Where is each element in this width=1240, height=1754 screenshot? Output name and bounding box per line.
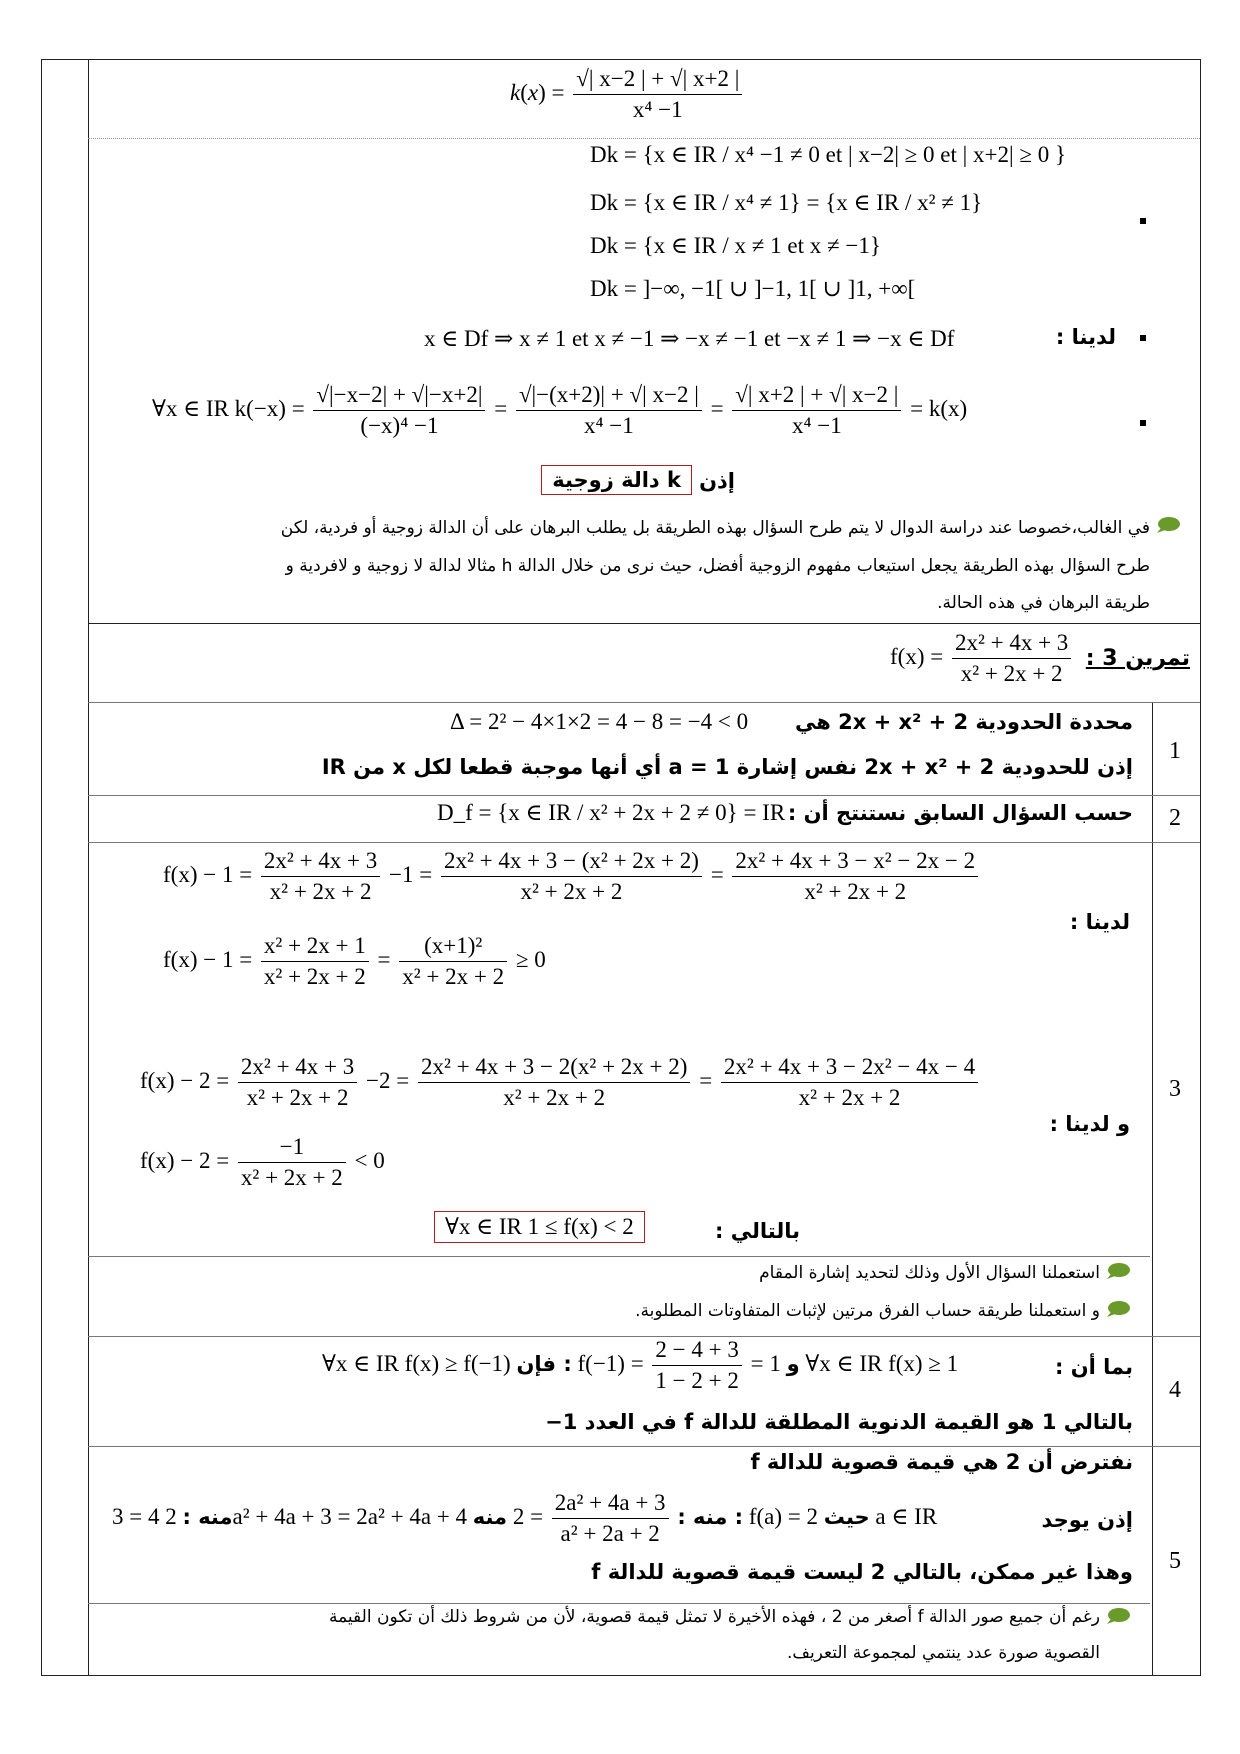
q3-l3-mid: −2 = [366, 1067, 410, 1093]
q3-waladayna: و لدينا : [1049, 1112, 1130, 1136]
exercise-title: تمرين 3 : [1085, 646, 1190, 671]
bullet-icon [1140, 335, 1146, 341]
speech-bubble-icon [1155, 516, 1181, 534]
q4-fain: فإن : [516, 1351, 572, 1376]
frac-den: x² + 2x + 2 [402, 964, 505, 989]
row-divider [88, 842, 1200, 843]
q3-l1-mid: −1 = [389, 861, 433, 887]
q5-m1: a ∈ IR [875, 1503, 938, 1529]
q3-note-2: و استعملنا طريقة حساب الفرق مرتين لإثبات المتفاوتات المطلوبة. [635, 1301, 1100, 1321]
q5-eq2: = 2 [512, 1503, 544, 1529]
q1-text-a: محددة الحدودية 2 + 2x + x² هي [795, 710, 1133, 734]
frac-den: x² + 2x + 2 [520, 879, 623, 904]
q5-minhu: منه : [472, 1504, 744, 1529]
q4-math-a: ∀x ∈ IR f(x) ≥ 1 [805, 1350, 959, 1376]
frac-num: x² + 2x + 1 [261, 931, 369, 962]
frac-num: 2 − 4 + 3 [652, 1335, 741, 1366]
even-frac2-num: √|−(x+2)| + √| x−2 | [516, 380, 702, 411]
q5-note-1: رغم أن جميع صور الدالة f أصغر من 2 ، فهذه الأخيرة لا تمثل قيمة قصوية، لأن من شروط ذلك أن تكون القيمة [328, 1607, 1100, 1627]
frac-num: 2x² + 4x + 3 − 2(x² + 2x + 2) [418, 1052, 690, 1083]
q2-text: حسب السؤال السابق نستنتج أن : [787, 801, 1133, 825]
question-number: 3 [1169, 1076, 1181, 1102]
ladayna-label: لدينا : [1055, 325, 1116, 349]
k-definition: k(x) = $\frac{√| x-2 | + √| x+2 |}{\text{x⁴ −1}}$ [510, 64, 745, 125]
domain-line-4: Dk = ]−∞, −1[ ∪ ]−1, 1[ ∪ ]1, +∞[ [590, 276, 916, 301]
q5-line-3: وهذا غير ممكن، بالتالي 2 ليست قيمة قصوية للدالة f [591, 1560, 1133, 1584]
q3-l4-lhs: f(x) − 2 = [140, 1147, 230, 1173]
question-number: 2 [1169, 805, 1181, 831]
speech-bubble-icon [1105, 1262, 1131, 1280]
q4-math-b: f(−1) = [577, 1350, 644, 1376]
frac-num: −1 [238, 1132, 346, 1163]
even-frac3-num: √| x+2 | + √| x−2 | [732, 380, 901, 411]
left-column-divider [88, 60, 89, 1675]
domain-line-3: Dk = {x ∈ IR / x ≠ 1 et x ≠ −1} [590, 233, 881, 258]
bullet-icon [1140, 420, 1146, 426]
frac-num: 2x² + 4x + 3 − x² − 2x − 2 [732, 846, 978, 877]
frac-den: x² + 2x + 2 [804, 879, 907, 904]
q3-result-box: ∀x ∈ IR 1 ≤ f(x) < 2 [434, 1211, 645, 1243]
f-definition [890, 628, 1074, 689]
frac-den: x² + 2x + 2 [503, 1085, 606, 1110]
q3-l4-end: < 0 [354, 1147, 385, 1173]
frac-num: 2a² + 4a + 3 [552, 1488, 669, 1519]
q3-line-1: f(x) − 1 = $\frac{\text{2x² + 4x + 3}}{\text{x² + 2x + 2}}$ −1 = $\frac{\text{2x² + 4x + 3 − (x² + 2x + 2)}}{\text{x² + 2x + 2}}$ = $\frac{\text{2x² + 4x + 3 − x² − 2x − 2}}{\text{x² + 2x + 2}}$ [163, 846, 981, 907]
frac-den: a² + 2a + 2 [560, 1521, 660, 1546]
q4-math-c: ∀x ∈ IR f(x) ≥ f(−1) [322, 1350, 511, 1376]
q3-line-3: f(x) − 2 = $\frac{\text{2x² + 4x + 3}}{\text{x² + 2x + 2}}$ −2 = $\frac{\text{2x² + 4x + 3 − 2(x² + 2x + 2)}}{\text{x² + 2x + 2}}$ = $\frac{\text{2x² + 4x + 3 − 2x² − 4x − 4}}{\text{x² + 2x + 2}}$ [140, 1052, 981, 1113]
symmetry-line: x ∈ Df ⇒ x ≠ 1 et x ≠ −1 ⇒ −x ≠ −1 et −x ≠ 1 ⇒ −x ∈ Df [424, 326, 955, 351]
q3-bittali: بالتالي : [715, 1219, 800, 1243]
bullet-icon [1140, 218, 1146, 224]
even-frac1-den: (−x)⁴ −1 [360, 413, 439, 438]
q2-domain: D_f = {x ∈ IR / x² + 2x + 2 ≠ 0} = IR [437, 800, 786, 825]
q3-l1-lhs: f(x) − 1 = [163, 861, 253, 887]
frac-num: 2x² + 4x + 3 [238, 1052, 357, 1083]
row-divider [88, 702, 1200, 703]
section-divider [88, 623, 1200, 624]
q5-idhan: إذن يوجد [1041, 1508, 1133, 1532]
question-number: 1 [1169, 738, 1181, 764]
f-numerator: 2x² + 4x + 3 [952, 628, 1071, 659]
even-frac2-den: x⁴ −1 [584, 413, 634, 438]
f-lhs: f(x) = [890, 643, 944, 669]
even-prefix: ∀x ∈ IR k(−x) = [152, 395, 305, 421]
even-function-box: k دالة زوجية [541, 465, 692, 495]
q4-wa: و [786, 1351, 800, 1376]
speech-bubble-icon [1105, 1300, 1131, 1318]
q1-text-b: إذن للحدودية 2 + 2x + x² نفس إشارة 1 = a أي أنها موجبة قطعا لكل x من IR [321, 755, 1133, 779]
frac-num: (x+1)² [399, 931, 507, 962]
q3-l2-lhs: f(x) − 1 = [163, 946, 253, 972]
frac-num: 2x² + 4x + 3 − 2x² − 4x − 4 [721, 1052, 978, 1083]
conclusion-label: إذن [699, 469, 735, 493]
question-number: 5 [1169, 1548, 1181, 1574]
q5-note-2: القصوية صورة عدد ينتمي لمجموعة التعريف. [786, 1643, 1100, 1663]
q3-l3-lhs: f(x) − 2 = [140, 1067, 230, 1093]
q4-bima: بما أن : [1055, 1355, 1133, 1379]
q4-eq1: = 1 [750, 1350, 781, 1376]
frac-num: 2x² + 4x + 3 − (x² + 2x + 2) [441, 846, 702, 877]
frac-den: 1 − 2 + 2 [655, 1368, 739, 1393]
frac-den: x² + 2x + 2 [263, 964, 366, 989]
q5-m4: 3 = 4 [112, 1503, 160, 1529]
q4-statement [322, 1335, 958, 1396]
note-line-2: طرح السؤال بهذه الطريقة يجعل استيعاب مفهوم الزوجية أفضل، حيث نرى من خلال الدالة h مثالا لدالة لا زوجية و لافردية و [285, 556, 1150, 576]
domain-line-1: Dk = {x ∈ IR / x⁴ −1 ≠ 0 et | x−2| ≥ 0 et | x+2| ≥ 0 } [590, 142, 1066, 167]
q5-m2: f(a) = 2 [748, 1503, 818, 1529]
question-number: 4 [1169, 1377, 1181, 1403]
note-line-1: في الغالب،خصوصا عند دراسة الدوال لا يتم طرح السؤال بهذه الطريقة بل يطلب البرهان على أن الدالة زوجية أو فردية، لكن [280, 518, 1150, 538]
q5-m3: 2a² + 4a + 3 = 2a² + 4a + 4 [165, 1503, 467, 1529]
q3-note-1: استعملنا السؤال الأول وذلك لتحديد إشارة المقام [759, 1263, 1100, 1283]
q5-hayth: حيث [823, 1504, 870, 1529]
frac-den: x² + 2x + 2 [246, 1085, 349, 1110]
even-frac3-den: x⁴ −1 [791, 413, 842, 438]
speech-bubble-icon [1105, 1607, 1131, 1625]
k-denominator: x⁴ −1 [632, 97, 683, 122]
frac-den: x² + 2x + 2 [240, 1165, 343, 1190]
q3-line-2: f(x) − 1 = $\frac{\text{x² + 2x + 1}}{\text{x² + 2x + 2}}$ = $\frac{\text{(x+1)²}}{\text{x² + 2x + 2}}$ ≥ 0 [163, 931, 546, 992]
frac-den: x² + 2x + 2 [269, 879, 372, 904]
domain-line-2: Dk = {x ∈ IR / x⁴ ≠ 1} = {x ∈ IR / x² ≠ 1} [590, 190, 983, 215]
q5-minhu: منه : [677, 1504, 728, 1529]
q3-l2-end: ≥ 0 [515, 946, 546, 972]
even-end: = k(x) [910, 395, 968, 421]
q3-ladayna: لدينا : [1069, 910, 1130, 934]
row-divider [88, 795, 1200, 796]
frac-den: x² + 2x + 2 [798, 1085, 901, 1110]
even-frac1-num: √|−x−2| + √|−x+2| [313, 380, 485, 411]
q3-line-4 [140, 1132, 385, 1193]
q4-line-2: بالتالي 1 هو القيمة الدنوية المطلقة للدالة f في العدد 1− [545, 1410, 1133, 1434]
row-divider [88, 1446, 1200, 1447]
row-divider [88, 138, 1200, 139]
even-proof-line: ∀x ∈ IR k(−x) = $\frac{√|-x-2| + √|-x+2|}{\text{(−x)⁴ −1}}$ = $\frac{√|-(x+2)| + √| x-2 |}{\text{x⁴ −1}}$ = $\frac{√| x+2 | + √| x-2 |}{\text{x⁴ −1}}$ = k(x) [152, 380, 967, 441]
number-column-divider [1152, 702, 1153, 1675]
q5-minhu: منه : [182, 1504, 233, 1529]
frac-num: 2x² + 4x + 3 [261, 846, 380, 877]
k-numerator: √| x−2 | + √| x+2 | [573, 64, 742, 95]
note-line-3: طريقة البرهان في هذه الحالة. [937, 593, 1150, 613]
q1-discriminant: Δ = 2² − 4×1×2 = 4 − 8 = −4 < 0 [450, 709, 749, 734]
q5-line-2 [112, 1488, 937, 1549]
q5-line-1: نفترض أن 2 هي قيمة قصوية للدالة f [750, 1450, 1133, 1474]
f-denominator: x² + 2x + 2 [960, 661, 1063, 686]
